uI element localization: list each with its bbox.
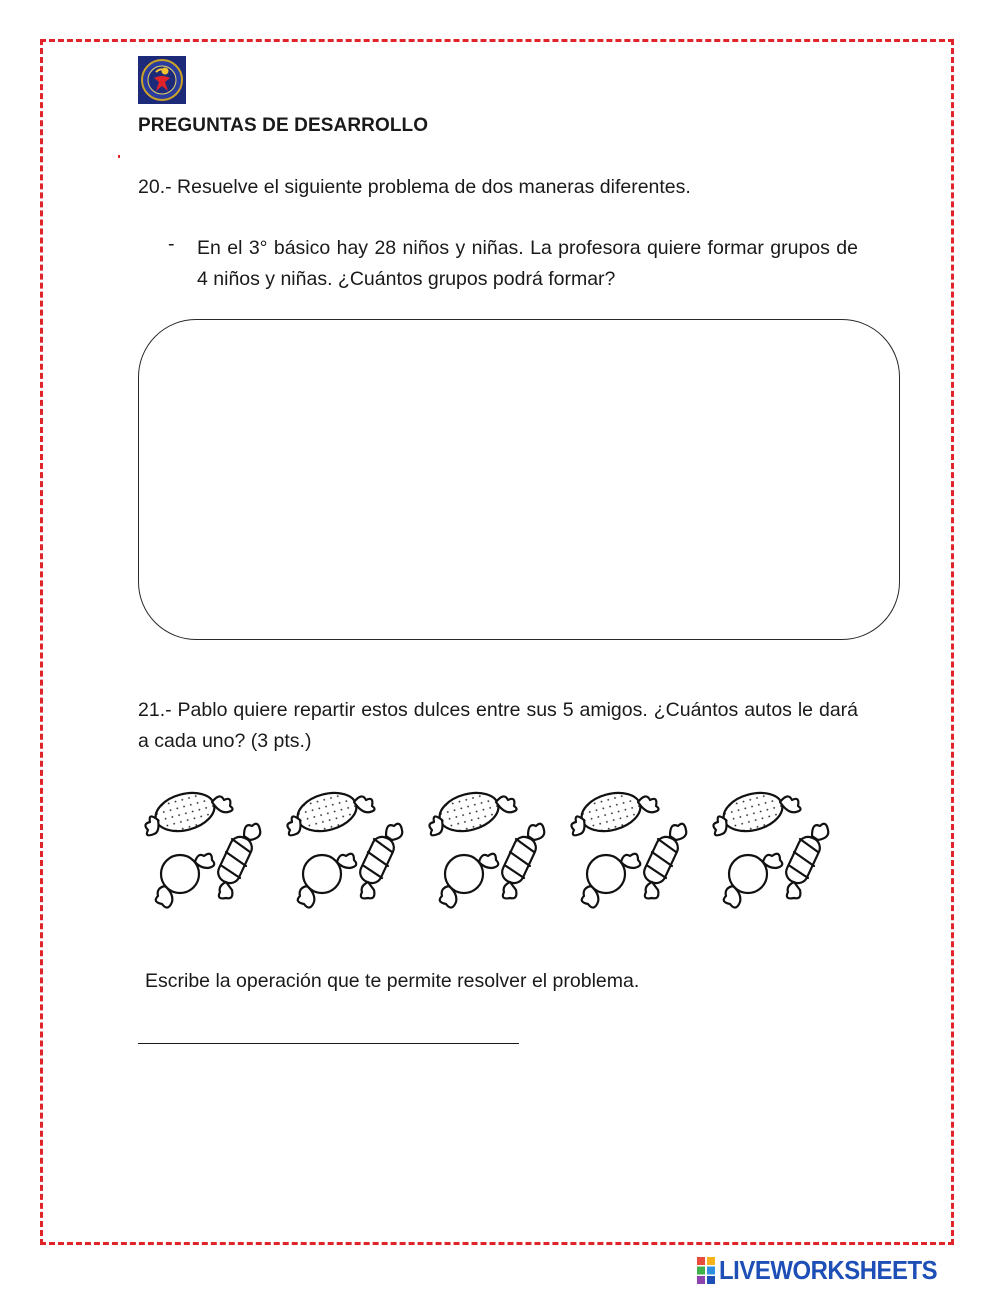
question-20-prompt: 20.- Resuelve el siguiente problema de dos maneras diferentes. — [138, 176, 691, 198]
red-mark — [118, 155, 120, 158]
brand-text: LIVEWORKSHEETS — [719, 1254, 938, 1285]
candy-group — [429, 787, 544, 908]
bullet-dash: - — [168, 233, 175, 255]
school-logo — [138, 56, 186, 104]
candy-group — [145, 787, 260, 908]
liveworksheets-logo — [697, 1254, 956, 1286]
answer-line[interactable] — [138, 1043, 519, 1044]
candy-group — [713, 787, 828, 908]
page-frame — [40, 39, 954, 1245]
instruction-text: Escribe la operación que te permite resolver el problema. — [145, 970, 640, 992]
candy-group — [287, 787, 402, 908]
question-20-problem: En el 3° básico hay 28 niños y niñas. La profesora quiere formar grupos de 4 niños y niñas. ¿Cuántos grupos podrá formar? — [197, 237, 858, 290]
question-21-prompt: 21.- Pablo quiere repartir estos dulces entre sus 5 amigos. ¿Cuántos autos le dará a cada uno? (3 pts.) — [138, 699, 858, 752]
candy-group — [571, 787, 686, 908]
candies-illustration — [140, 782, 850, 922]
section-heading: PREGUNTAS DE DESARROLLO — [138, 115, 429, 136]
answer-box[interactable] — [138, 319, 900, 640]
liveworksheets-mark-icon — [697, 1257, 715, 1284]
